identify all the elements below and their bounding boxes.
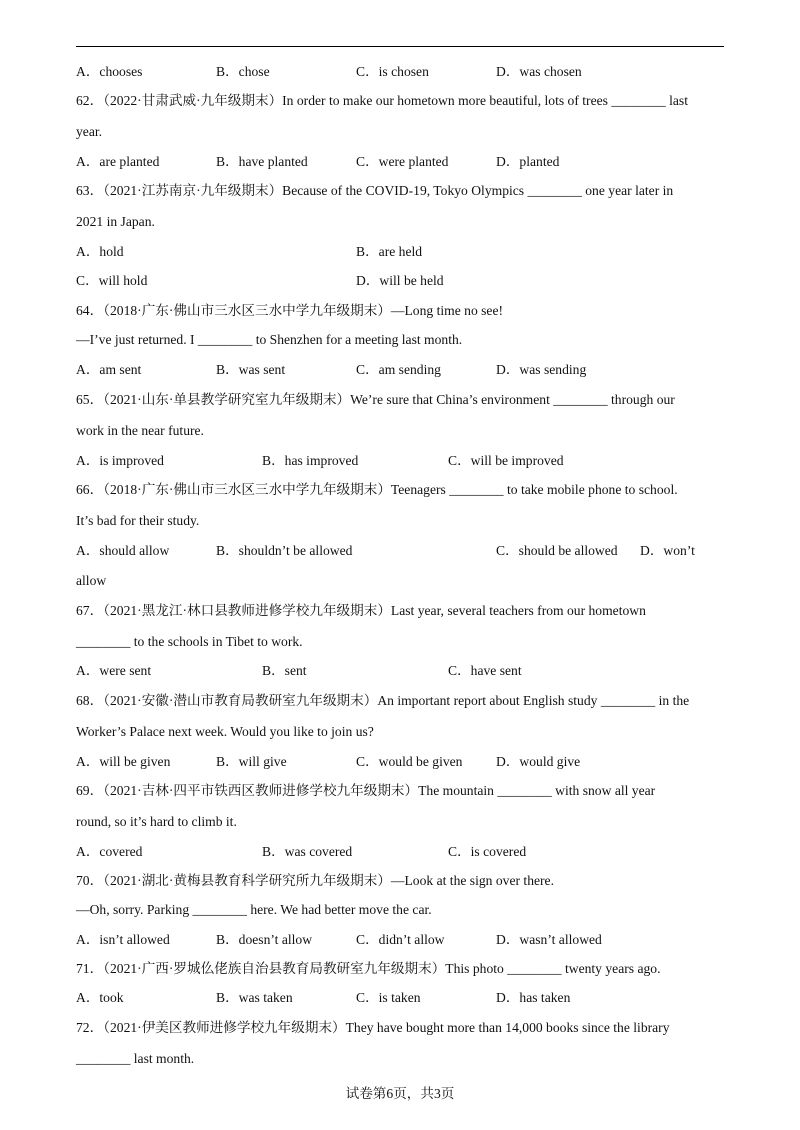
q62-stem-cont: year. bbox=[76, 124, 103, 139]
q65-stem-cont: work in the near future. bbox=[76, 423, 204, 438]
q66-option-a: A．should allow bbox=[76, 543, 170, 558]
q67-option-b: B．sent bbox=[262, 663, 307, 678]
q65-option-c: C．will be improved bbox=[448, 453, 564, 468]
q72-stem: 72．（2021·伊美区教师进修学校九年级期末）They have bought more than 14,000 books since the library bbox=[76, 1020, 670, 1035]
q66-option-d-cont: allow bbox=[76, 573, 107, 588]
q61-option-d: D．was chosen bbox=[496, 64, 582, 79]
q70-stem-cont: —Oh, sorry. Parking ________ here. We had better move the car. bbox=[76, 902, 432, 917]
q61-option-a: A．chooses bbox=[76, 64, 143, 79]
q71-option-a: A．took bbox=[76, 990, 124, 1005]
q63-option-c: C．will hold bbox=[76, 273, 148, 288]
q71-option-d: D．has taken bbox=[496, 990, 571, 1005]
q63-option-a: A．hold bbox=[76, 244, 124, 259]
q70-option-b: B．doesn’t allow bbox=[216, 932, 313, 947]
q71-option-c: C．is taken bbox=[356, 990, 421, 1005]
q67-option-c: C．have sent bbox=[448, 663, 522, 678]
q62-option-c: C．were planted bbox=[356, 154, 449, 169]
q66-option-c: C．should be allowed bbox=[496, 543, 618, 558]
q70-option-a: A．isn’t allowed bbox=[76, 932, 170, 947]
q69-option-b: B．was covered bbox=[262, 844, 353, 859]
q66-stem-cont: It’s bad for their study. bbox=[76, 513, 200, 528]
q67-stem: 67．（2021·黑龙江·林口县教师进修学校九年级期末）Last year, several teachers from our hometown bbox=[76, 603, 646, 618]
page-footer: 试卷第6页，共3页 bbox=[345, 1086, 455, 1101]
q66-stem: 66．（2018·广东·佛山市三水区三水中学九年级期末）Teenagers ________ to take mobile phone to school. bbox=[76, 482, 678, 497]
q67-option-a: A．were sent bbox=[76, 663, 152, 678]
q63-stem: 63．（2021·江苏南京·九年级期末）Because of the COVID-19, Tokyo Olympics ________ one year later in bbox=[76, 183, 674, 198]
header-rule bbox=[76, 46, 724, 47]
q63-option-d: D．will be held bbox=[356, 273, 444, 288]
q68-option-d: D．would give bbox=[496, 754, 581, 769]
q62-option-b: B．have planted bbox=[216, 154, 308, 169]
q70-stem: 70．（2021·湖北·黄梅县教育科学研究所九年级期末）—Look at the sign over there. bbox=[76, 873, 554, 888]
q62-stem: 62．（2022·甘肃武威·九年级期末）In order to make our hometown more beautiful, lots of trees ________ last bbox=[76, 93, 688, 108]
q64-option-b: B．was sent bbox=[216, 362, 286, 377]
q64-option-d: D．was sending bbox=[496, 362, 587, 377]
q71-option-b: B．was taken bbox=[216, 990, 293, 1005]
q65-option-b: B．has improved bbox=[262, 453, 359, 468]
q64-stem-cont: —I’ve just returned. I ________ to Shenzhen for a meeting last month. bbox=[76, 332, 463, 347]
q71-stem: 71．（2021·广西·罗城仫佬族自治县教育局教研室九年级期末）This photo ________ twenty years ago. bbox=[76, 961, 661, 976]
q68-stem: 68．（2021·安徽·潜山市教育局教研室九年级期末）An important report about English study ________ in the bbox=[76, 693, 690, 708]
q72-stem-cont: ________ last month. bbox=[76, 1051, 195, 1066]
q62-option-d: D．planted bbox=[496, 154, 560, 169]
q67-stem-cont: ________ to the schools in Tibet to work. bbox=[76, 634, 303, 649]
q63-stem-cont: 2021 in Japan. bbox=[76, 214, 155, 229]
q66-option-d: D．won’t bbox=[640, 543, 695, 558]
q69-option-a: A．covered bbox=[76, 844, 143, 859]
q64-stem: 64．（2018·广东·佛山市三水区三水中学九年级期末）—Long time no see! bbox=[76, 303, 504, 318]
q65-stem: 65．（2021·山东·单县教学研究室九年级期末）We’re sure that China’s environment ________ through our bbox=[76, 392, 675, 407]
q64-option-a: A．am sent bbox=[76, 362, 142, 377]
q61-option-b: B．chose bbox=[216, 64, 270, 79]
q63-option-b: B．are held bbox=[356, 244, 423, 259]
q62-option-a: A．are planted bbox=[76, 154, 160, 169]
q69-option-c: C．is covered bbox=[448, 844, 527, 859]
q65-option-a: A．is improved bbox=[76, 453, 164, 468]
q61-option-c: C．is chosen bbox=[356, 64, 429, 79]
q70-option-d: D．wasn’t allowed bbox=[496, 932, 602, 947]
q68-option-a: A．will be given bbox=[76, 754, 171, 769]
q69-stem: 69．（2021·吉林·四平市铁西区教师进修学校九年级期末）The mountain ________ with snow all year bbox=[76, 783, 656, 798]
q68-option-b: B．will give bbox=[216, 754, 287, 769]
q68-option-c: C．would be given bbox=[356, 754, 463, 769]
q64-option-c: C．am sending bbox=[356, 362, 441, 377]
q70-option-c: C．didn’t allow bbox=[356, 932, 445, 947]
q69-stem-cont: round, so it’s hard to climb it. bbox=[76, 814, 237, 829]
q66-option-b: B．shouldn’t be allowed bbox=[216, 543, 353, 558]
q68-stem-cont: Worker’s Palace next week. Would you like to join us? bbox=[76, 724, 374, 739]
